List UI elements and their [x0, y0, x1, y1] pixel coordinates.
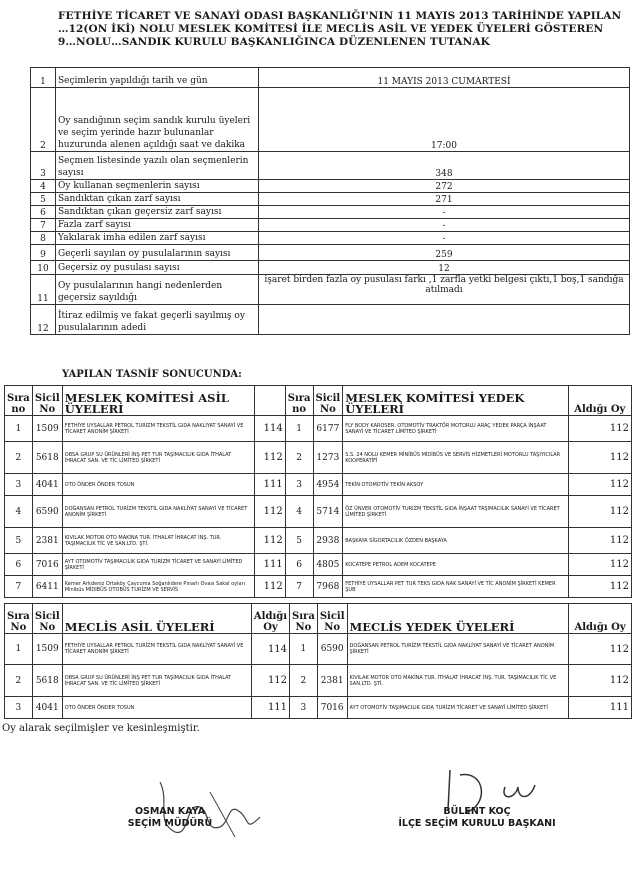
result-row [5, 554, 632, 576]
minutes-row [31, 180, 630, 193]
row-question: Oy pusulalarının hangi nedenlerden geçersiz sayıldığı [56, 275, 259, 305]
header-row [5, 604, 632, 634]
row-question: Seçmen listesinde yazılı olan seçmenlerin sayısı [56, 152, 259, 180]
row-sira: 1 [290, 634, 318, 665]
row-sicil: 5618 [32, 665, 62, 697]
row-sira: 1 [285, 416, 313, 442]
row-sicil: 2381 [32, 528, 62, 554]
row-question: Fazla zarf sayısı [56, 219, 259, 232]
row-member-name: AYT OTOMOTİV TAŞIMACILIK GIDA TURİZM TİCARET VE SANAYİ LİMİTED ŞİRKETİ [62, 554, 254, 576]
minutes-table [30, 67, 630, 335]
row-sira: 7 [285, 576, 313, 598]
row-member-name: DOĞANSAN PETROL TURİZM TEKSTİL GIDA NAKLİYAT SANAYİ VE TİCARET ANONİM ŞİRKETİ [62, 496, 254, 528]
row-sicil: 4041 [32, 697, 62, 719]
row-question: Sandıktan çıkan zarf sayısı [56, 193, 259, 206]
minutes-row [31, 305, 630, 335]
row-vote: 112 [569, 665, 632, 697]
row-vote: 112 [254, 442, 285, 474]
row-answer: 17:00 [259, 88, 630, 152]
row-sira: 3 [290, 697, 318, 719]
result-row [5, 416, 632, 442]
header-row [5, 386, 632, 416]
row-answer: 271 [259, 193, 630, 206]
row-vote: 112 [569, 634, 632, 665]
result-row [5, 442, 632, 474]
row-question: Yakılarak imha edilen zarf sayısı [56, 232, 259, 245]
header-vote: Aldığı Oy [251, 604, 289, 634]
row-sicil: 5714 [313, 496, 343, 528]
row-vote: 112 [568, 416, 631, 442]
signatory-title: SEÇİM MÜDÜRÜ [127, 818, 213, 829]
council-results-table [4, 603, 632, 719]
row-answer: - [259, 206, 630, 219]
row-number: 3 [31, 152, 56, 180]
minutes-row [31, 275, 630, 305]
row-sira: 7 [5, 576, 33, 598]
row-number: 12 [31, 305, 56, 335]
header-yedek: MECLİS YEDEK ÜYELERİ [347, 604, 569, 634]
row-member-name: KIVILAK MOTOR OTO MAKİNA TUR. İTHALAT İHRACAT İNŞ. TUR. TAŞIMACILIK TİC VE SAN.LTD. ŞTİ. [62, 528, 254, 554]
signature-block-right [352, 806, 602, 830]
row-member-name: Kemer Arkdeniz Ortaköy Çaycuma Soğanlıdere Pınarlı Ovası Sakal oyları Minibüs MİDİBÜS OTOBÜS TURİZM VE SERVİS [62, 576, 254, 598]
title-line-1: FETHİYE TİCARET VE SANAYİ ODASI BAŞKANLIĞI'NIN 11 MAYIS 2013 TARİHİNDE YAPILAN [58, 10, 622, 22]
row-member-name: ÖZ ÜNVER OTOMOTİV TURİZM TEKSTİL GIDA İNŞAAT TAŞIMACILIK SANAYİ VE TİCARET LİMİTED ŞİRKETİ [343, 496, 568, 528]
row-sira: 1 [5, 416, 33, 442]
header-sira: Sıra no [5, 386, 33, 416]
row-answer: 272 [259, 180, 630, 193]
row-answer: - [259, 232, 630, 245]
row-vote: 112 [568, 576, 631, 598]
title-line-2: …12(ON İKİ) NOLU MESLEK KOMİTESİ İLE MECLİS ASİL VE YEDEK ÜYELERİ GÖSTEREN [58, 23, 604, 35]
signatory-name: OSMAN KAYA [134, 806, 206, 817]
result-row [5, 496, 632, 528]
row-vote: 112 [251, 665, 289, 697]
row-vote: 112 [568, 528, 631, 554]
row-sicil: 5618 [32, 442, 62, 474]
row-sira: 4 [5, 496, 33, 528]
row-sicil: 4954 [313, 474, 343, 496]
row-sira: 6 [5, 554, 33, 576]
row-vote: 111 [254, 474, 285, 496]
row-question: Oy sandığının seçim sandık kurulu üyeleri ve seçim yerinde hazır bulunanlar huzurunda alenen açıldığı saat ve dakika [56, 88, 259, 152]
row-sira: 2 [5, 442, 33, 474]
row-sicil: 2938 [313, 528, 343, 554]
row-sicil: 7968 [313, 576, 343, 598]
row-number: 1 [31, 68, 56, 88]
row-sicil: 1273 [313, 442, 343, 474]
row-sira: 2 [285, 442, 313, 474]
row-sicil: 6590 [32, 496, 62, 528]
row-vote: 114 [251, 634, 289, 665]
row-member-name: AYT OTOMOTİV TAŞIMACILIK GIDA TURİZM TİCARET VE SANAYİ LİMİTED ŞİRKETİ [347, 697, 569, 719]
row-member-name: S.S. 24 NOLU KEMER MİNİBÜS MİDİBÜS VE SERVİS HİZMETLERİ MOTORLU TAŞIYICILAR KOOPERATİFİ [343, 442, 568, 474]
closing-statement: Oy alarak seçilmişler ve kesinleşmiştir. [2, 723, 200, 734]
document-title [58, 10, 628, 49]
row-number: 8 [31, 232, 56, 245]
row-number: 6 [31, 206, 56, 219]
row-vote: 112 [568, 554, 631, 576]
row-question: Geçersiz oy pusulası sayısı [56, 261, 259, 275]
row-vote: 112 [254, 576, 285, 598]
row-member-name: BAŞKAYA SİGORTACILIK ÖZDEN BAŞKAYA [343, 528, 568, 554]
row-sira: 3 [5, 474, 33, 496]
row-sicil: 6590 [317, 634, 347, 665]
header-sicil: Sicil No [32, 604, 62, 634]
row-question: Sandıktan çıkan geçersiz zarf sayısı [56, 206, 259, 219]
row-answer [259, 305, 630, 335]
row-member-name: OBSA GRUP SU ÜRÜNLERİ İNŞ PET TUR TAŞIMACILIK GIDA İTHALAT İHRACAT SAN. VE TİC LİMİTED ŞİRKETİ [62, 665, 251, 697]
row-number: 4 [31, 180, 56, 193]
row-number: 2 [31, 88, 56, 152]
row-vote: 111 [254, 554, 285, 576]
row-sira: 3 [5, 697, 33, 719]
row-number: 11 [31, 275, 56, 305]
row-member-name: DOĞANSAN PETROL TURİZM TEKSTİL GIDA NAKLİYAT SANAYİ VE TİCARET ANONİM ŞİRKETİ [347, 634, 569, 665]
row-vote: 114 [254, 416, 285, 442]
row-number: 5 [31, 193, 56, 206]
header-sicil: Sicil No [32, 386, 62, 416]
committee-results-table [4, 385, 632, 598]
result-row [5, 634, 632, 665]
row-member-name: FLY BODY KAROSER, OTOMOTİV TRAKTÖR MOTORLU ARAÇ YEDEK PARÇA İNŞAAT SANAYİ VE TİCARET LİMİTED ŞİRKETİ [343, 416, 568, 442]
row-member-name: KOCATEPE PETROL ADEM KOCATEPE [343, 554, 568, 576]
header-vote-empty [254, 386, 285, 416]
minutes-row [31, 152, 630, 180]
row-number: 7 [31, 219, 56, 232]
row-number: 9 [31, 245, 56, 261]
row-sira: 2 [290, 665, 318, 697]
row-member-name: FETHİYE UYSALLAR PET TUR TEKS GIDA NAK SANAYİ VE TİC ANONİM ŞİRKETİ KEMER ŞUB [343, 576, 568, 598]
signatory-title: İLÇE SEÇİM KURULU BAŞKANI [398, 818, 556, 829]
row-sicil: 4041 [32, 474, 62, 496]
row-question: Seçimlerin yapıldığı tarih ve gün [56, 68, 259, 88]
row-vote: 112 [254, 496, 285, 528]
row-member-name: OTO ÖNDER ÖNDER TOSUN [62, 697, 251, 719]
header-sira: Sıra No [5, 604, 33, 634]
row-sicil: 1509 [32, 416, 62, 442]
header-yedek: MESLEK KOMİTESİ YEDEK ÜYELERİ [343, 386, 568, 416]
minutes-row [31, 232, 630, 245]
minutes-row [31, 193, 630, 206]
title-line-3: 9…NOLU…SANDIK KURULU BAŞKANLIĞINCA DÜZENLENEN TUTANAK [58, 36, 490, 48]
row-sira: 5 [5, 528, 33, 554]
header-vote: Aldığı Oy [568, 386, 631, 416]
row-member-name: OBSA GRUP SU ÜRÜNLERİ İNŞ PET TUR TAŞIMACILIK GIDA İTHALAT İHRACAT SAN. VE TİC LİMİTED ŞİRKETİ [62, 442, 254, 474]
header-sira: Sıra No [290, 604, 318, 634]
row-sira: 2 [5, 665, 33, 697]
minutes-row [31, 88, 630, 152]
row-sira: 6 [285, 554, 313, 576]
row-sira: 4 [285, 496, 313, 528]
row-vote: 111 [251, 697, 289, 719]
row-member-name: FETHİYE UYSALLAR PETROL TURİZM TEKSTİL GIDA NAKLİYAT SANAYİ VE TİCARET ANONİM ŞİRKETİ [62, 416, 254, 442]
row-vote: 112 [568, 442, 631, 474]
header-asil: MECLİS ASİL ÜYELERİ [62, 604, 251, 634]
row-sicil: 1509 [32, 634, 62, 665]
row-sicil: 2381 [317, 665, 347, 697]
row-sicil: 6177 [313, 416, 343, 442]
result-row [5, 576, 632, 598]
row-question: Oy kullanan seçmenlerin sayısı [56, 180, 259, 193]
minutes-row [31, 68, 630, 88]
row-sicil: 7016 [32, 554, 62, 576]
result-row [5, 697, 632, 719]
row-number: 10 [31, 261, 56, 275]
result-row [5, 528, 632, 554]
row-vote: 112 [568, 474, 631, 496]
minutes-row [31, 206, 630, 219]
row-vote: 112 [568, 496, 631, 528]
row-member-name: KIVILAK MOTOR OTO MAKİNA TUR. İTHALAT İHRACAT İNŞ. TUR. TAŞIMACILIK TİC VE SAN.LTD. ŞTİ. [347, 665, 569, 697]
row-sicil: 7016 [317, 697, 347, 719]
row-member-name: TEKİN OTOMOTİV TEKİN AKSOY [343, 474, 568, 496]
row-sicil: 6411 [32, 576, 62, 598]
row-member-name: FETHİYE UYSALLAR PETROL TURİZM TEKSTİL GIDA NAKLİYAT SANAYİ VE TİCARET ANONİM ŞİRKETİ [62, 634, 251, 665]
row-answer: - [259, 219, 630, 232]
row-vote: 112 [254, 528, 285, 554]
signatory-name: BÜLENT KOÇ [443, 806, 511, 817]
tasnif-heading: YAPILAN TASNİF SONUCUNDA: [62, 369, 242, 380]
result-row [5, 474, 632, 496]
row-member-name: OTO ÖNDER ÖNDER TOSUN [62, 474, 254, 496]
row-answer: 348 [259, 152, 630, 180]
header-vote: Aldığı Oy [569, 604, 632, 634]
row-answer: 12 [259, 261, 630, 275]
header-sicil: Sicil No [317, 604, 347, 634]
row-question: İtiraz edilmiş ve fakat geçerli sayılmış oy pusulalarının adedi [56, 305, 259, 335]
header-asil: MESLEK KOMİTESİ ASİL ÜYELERİ [62, 386, 254, 416]
result-row [5, 665, 632, 697]
minutes-row [31, 245, 630, 261]
row-question: Geçerli sayılan oy pusulalarının sayısı [56, 245, 259, 261]
row-answer: işaret birden fazla oy pusulası farkı ,1 zarfla yetki belgesi çıktı,1 boş,1 sandığa atılmadı [259, 275, 630, 305]
minutes-row [31, 219, 630, 232]
row-sicil: 4805 [313, 554, 343, 576]
row-answer: 11 MAYIS 2013 CUMARTESİ [259, 68, 630, 88]
minutes-row [31, 261, 630, 275]
row-sira: 1 [5, 634, 33, 665]
header-sicil: Sicil No [313, 386, 343, 416]
signature-block-left [100, 806, 240, 830]
row-vote: 111 [569, 697, 632, 719]
row-sira: 5 [285, 528, 313, 554]
row-sira: 3 [285, 474, 313, 496]
header-sira: Sıra no [285, 386, 313, 416]
row-answer: 259 [259, 245, 630, 261]
